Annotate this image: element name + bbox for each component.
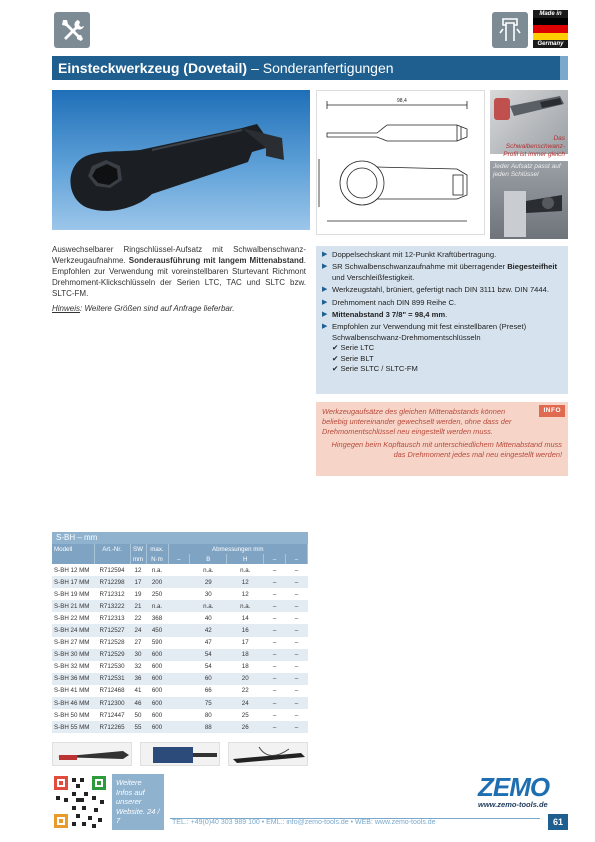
table-cell: R713222	[94, 600, 130, 612]
table-cell: R712531	[94, 673, 130, 685]
table-cell: R712529	[94, 649, 130, 661]
feature-item	[322, 322, 562, 374]
col-header-sw: SW	[130, 544, 146, 554]
bullet-arrow-icon: ▶	[322, 298, 328, 306]
bullet-arrow-icon: ▶	[322, 251, 328, 258]
table-cell: –	[286, 637, 308, 649]
table-cell: S-BH 46 MM	[52, 697, 94, 709]
table-cell: –	[264, 600, 286, 612]
feature-text: Doppelsechskant mit 12-Punkt Kraftübertragung.	[332, 250, 497, 259]
table-cell: –	[264, 697, 286, 709]
table-cell: 36	[130, 673, 146, 685]
col-header-model: Modell	[52, 544, 94, 554]
table-cell: n.a.	[227, 564, 264, 576]
german-flag-icon	[533, 18, 568, 40]
col-subheader: H	[227, 554, 264, 564]
product-photo	[52, 90, 310, 230]
table-cell: –	[264, 637, 286, 649]
bullet-arrow-icon: ▶	[322, 263, 328, 271]
table-cell: 46	[130, 697, 146, 709]
table-cell	[168, 661, 190, 673]
feature-sub-item: ✔ Serie SLTC / SLTC-FM	[332, 364, 418, 374]
info-paragraph-1: Werkzeugaufsätze des gleichen Mittenabstands können beliebig untereinander gewechselt werden, ohne dass der Drehmomentschlüssel neu eingestellt werden muss.	[322, 407, 512, 436]
table-cell: R712530	[94, 661, 130, 673]
table-cell: S-BH 22 MM	[52, 612, 94, 624]
table-cell: R712298	[94, 576, 130, 588]
table-cell: 47	[190, 637, 227, 649]
table-cell	[168, 600, 190, 612]
table-row	[52, 709, 308, 721]
bullet-arrow-icon: ▶	[322, 286, 328, 294]
feature-item	[322, 310, 562, 320]
col-subheader	[94, 554, 130, 564]
col-subheader: N·m	[146, 554, 168, 564]
col-subheader: –	[264, 554, 286, 564]
feature-text-main: Empfohlen zur Verwendung mit fest einstellbaren (Preset) Schwalbenschwanz-Drehmomentschlüsseln	[332, 322, 527, 342]
feature-text: Werkzeugstahl, brüniert, gefertigt nach DIN 3111 bzw. DIN 7444.	[332, 285, 549, 295]
table-row	[52, 661, 308, 673]
bullet-arrow-icon: ▶	[322, 323, 328, 331]
table-cell	[168, 612, 190, 624]
germany-label: Germany	[537, 41, 564, 47]
qr-code-icon[interactable]	[52, 774, 108, 830]
table-cell	[168, 588, 190, 600]
table-row	[52, 673, 308, 685]
col-subheader: B	[190, 554, 227, 564]
logo-url: www.zemo-tools.de	[478, 800, 548, 809]
table-cell: 14	[227, 612, 264, 624]
table-cell: S-BH 12 MM	[52, 564, 94, 576]
table-cell: 24	[130, 624, 146, 636]
table-cell: –	[286, 649, 308, 661]
table-cell	[168, 564, 190, 576]
table-cell: S-BH 30 MM	[52, 649, 94, 661]
table-row	[52, 564, 308, 576]
table-cell: 54	[190, 649, 227, 661]
table-cell: 32	[130, 661, 146, 673]
table-cell: 600	[146, 661, 168, 673]
table-cell: –	[286, 624, 308, 636]
product-table	[52, 544, 308, 733]
table-cell: S-BH 21 MM	[52, 600, 94, 612]
table-cell: –	[286, 721, 308, 733]
table-cell: 21	[130, 600, 146, 612]
table-title: S-BH – mm	[52, 532, 308, 544]
table-cell: S-BH 17 MM	[52, 576, 94, 588]
col-header-max: max.	[146, 544, 168, 554]
table-cell: 600	[146, 685, 168, 697]
table-cell: –	[264, 661, 286, 673]
table-cell: 30	[190, 588, 227, 600]
table-cell: –	[286, 709, 308, 721]
info-box	[316, 402, 568, 476]
table-cell: 80	[190, 709, 227, 721]
table-cell	[168, 673, 190, 685]
table-cell: 30	[130, 649, 146, 661]
table-cell: –	[264, 649, 286, 661]
footer-contact: TEL.: +49(0)40 303 989 100 • EML.: info@zemo-tools.de • WEB: www.zemo-tools.de	[172, 819, 436, 826]
table-cell	[168, 685, 190, 697]
desc-bold: Sonderausführung mit langem Mittenabstand	[128, 256, 304, 265]
side-caption-1: Das Schwalbenschwanz-Profil ist immer gleich	[503, 135, 565, 158]
info-paragraph-2: Hingegen beim Kopftausch mit unterschiedlichem Mittenabstand muss das Drehmoment jedes mal neu eingestellt werden!	[331, 440, 562, 459]
table-cell	[168, 721, 190, 733]
feature-list	[316, 246, 568, 394]
table-cell: 600	[146, 709, 168, 721]
info-badge: INFO	[539, 405, 565, 417]
table-cell: 75	[190, 697, 227, 709]
table-cell: 40	[190, 612, 227, 624]
table-cell: 60	[190, 673, 227, 685]
table-cell	[168, 637, 190, 649]
table-cell: 12	[227, 588, 264, 600]
table-cell: –	[264, 588, 286, 600]
table-cell: R712313	[94, 612, 130, 624]
desc-text-a: Auswechselbarer Ringschlüssel-Aufsatz mit Schwalbenschwanz-Werkzeugaufnahme.	[52, 245, 306, 265]
side-photo-wrench	[490, 161, 568, 239]
table-row	[52, 624, 308, 636]
table-cell: S-BH 32 MM	[52, 661, 94, 673]
table-cell: 25	[227, 709, 264, 721]
table-cell: S-BH 19 MM	[52, 588, 94, 600]
table-cell: –	[286, 685, 308, 697]
feature-bold: Mittenabstand 3 7/8" = 98,4 mm	[332, 310, 446, 320]
table-cell: R712312	[94, 588, 130, 600]
col-subheader: mm	[130, 554, 146, 564]
table-cell: R712300	[94, 697, 130, 709]
table-cell: –	[264, 673, 286, 685]
table-cell: S-BH 55 MM	[52, 721, 94, 733]
table-cell: –	[264, 721, 286, 733]
table-cell: 42	[190, 624, 227, 636]
table-cell: 19	[130, 588, 146, 600]
description-note	[52, 303, 306, 314]
page-number: 61	[548, 814, 568, 830]
table-cell	[168, 649, 190, 661]
table-cell: n.a.	[227, 600, 264, 612]
table-cell: S-BH 27 MM	[52, 637, 94, 649]
note-label: Hinweis	[52, 304, 81, 313]
feature-sub-item: ✔ Serie BLT	[332, 353, 374, 363]
table-cell: 17	[227, 637, 264, 649]
feature-item	[322, 298, 562, 308]
table-cell: R712265	[94, 721, 130, 733]
table-cell: 22	[227, 685, 264, 697]
table-cell: –	[286, 576, 308, 588]
table-cell: –	[286, 697, 308, 709]
table-cell: 12	[227, 576, 264, 588]
table-row	[52, 637, 308, 649]
table-row	[52, 576, 308, 588]
table-cell: 24	[227, 697, 264, 709]
table-cell: 54	[190, 661, 227, 673]
table-cell: 600	[146, 697, 168, 709]
table-cell: 27	[130, 637, 146, 649]
feature-text-b: und Verschleißfestigkeit.	[332, 272, 415, 282]
table-cell	[168, 709, 190, 721]
table-cell: 200	[146, 576, 168, 588]
table-cell: 55	[130, 721, 146, 733]
feature-item	[322, 262, 562, 283]
made-in-label: Made in	[539, 11, 562, 17]
table-cell: –	[286, 673, 308, 685]
feature-item	[322, 285, 562, 295]
table-cell: 16	[227, 624, 264, 636]
made-in-germany-badge	[533, 10, 568, 48]
table-cell: 29	[190, 576, 227, 588]
technical-drawing	[316, 90, 485, 235]
table-cell: –	[286, 612, 308, 624]
col-subheader: –	[168, 554, 190, 564]
table-cell: n.a.	[190, 564, 227, 576]
table-cell: R712447	[94, 709, 130, 721]
tool-image-1	[52, 742, 132, 766]
table-cell: –	[286, 600, 308, 612]
col-subheader: –	[286, 554, 308, 564]
table-cell: –	[264, 564, 286, 576]
table-cell: 600	[146, 673, 168, 685]
table-row	[52, 588, 308, 600]
feature-sub-item: ✔ Serie LTC	[332, 343, 375, 353]
table-cell: –	[264, 624, 286, 636]
table-cell: 368	[146, 612, 168, 624]
table-cell: 22	[130, 612, 146, 624]
qr-caption: Weitere Infos auf unserer Website. 24 / 7	[112, 774, 164, 830]
page-title	[52, 56, 568, 80]
table-cell: 18	[227, 661, 264, 673]
table-cell: R712527	[94, 624, 130, 636]
desc-text-b: . Empfohlen zur Verwendung mit voreinstellbaren Sturtevant Richmont Drehmoment-Klickschlüsseln der Serien LTC, TAC und SLTC bzw. SLTC-FM.	[52, 256, 306, 298]
table-cell: S-BH 24 MM	[52, 624, 94, 636]
table-cell: –	[286, 564, 308, 576]
side-caption-2: Jeder Aufsatz passt auf jeden Schlüssel	[493, 163, 561, 178]
table-cell: –	[264, 576, 286, 588]
table-cell: 50	[130, 709, 146, 721]
feature-text-b: .	[445, 310, 448, 320]
table-cell: 450	[146, 624, 168, 636]
table-cell: 88	[190, 721, 227, 733]
description-paragraph	[52, 244, 306, 299]
table-cell: 66	[190, 685, 227, 697]
side-photo-profile	[490, 90, 568, 158]
bullet-arrow-icon: ▶	[322, 311, 328, 319]
product-description	[52, 244, 306, 318]
tool-image-2	[140, 742, 220, 766]
table-cell	[168, 624, 190, 636]
table-row	[52, 600, 308, 612]
tool-outline-icon	[492, 12, 528, 48]
table-cell: 590	[146, 637, 168, 649]
table-cell	[168, 576, 190, 588]
table-cell: S-BH 41 MM	[52, 685, 94, 697]
table-cell: –	[264, 685, 286, 697]
table-cell: 600	[146, 649, 168, 661]
table-row	[52, 697, 308, 709]
drawing-dimension: 98,4	[397, 98, 407, 104]
table-row	[52, 685, 308, 697]
feature-text	[332, 310, 447, 320]
table-cell: n.a.	[146, 564, 168, 576]
table-row	[52, 649, 308, 661]
zemo-logo	[478, 774, 568, 808]
table-cell: 18	[227, 649, 264, 661]
table-row	[52, 721, 308, 733]
feature-item	[322, 250, 562, 260]
wrench-screwdriver-icon	[54, 12, 90, 48]
table-cell: 12	[130, 564, 146, 576]
table-cell	[168, 697, 190, 709]
table-cell: 41	[130, 685, 146, 697]
col-header-dimensions: Abmessungen mm	[168, 544, 308, 554]
table-cell: –	[286, 661, 308, 673]
feature-bold: Biegesteifheit	[507, 262, 557, 272]
table-cell: 26	[227, 721, 264, 733]
table-cell: 250	[146, 588, 168, 600]
note-text: : Weitere Größen sind auf Anfrage lieferbar.	[80, 304, 235, 313]
table-cell: R712594	[94, 564, 130, 576]
table-cell: S-BH 50 MM	[52, 709, 94, 721]
feature-text-a: SR Schwalbenschwanzaufnahme mit überragender	[332, 262, 508, 272]
table-row	[52, 612, 308, 624]
logo-text: ZEMO	[478, 772, 550, 802]
table-cell: –	[264, 709, 286, 721]
title-bold: Einsteckwerkzeug (Dovetail)	[58, 60, 248, 76]
table-cell: 20	[227, 673, 264, 685]
table-cell: n.a.	[190, 600, 227, 612]
table-cell: n.a.	[146, 600, 168, 612]
ring-spanner-head-icon	[52, 90, 310, 230]
table-cell: 17	[130, 576, 146, 588]
col-subheader	[52, 554, 94, 564]
table-cell: –	[286, 588, 308, 600]
tool-image-3	[228, 742, 308, 766]
table-cell: –	[264, 612, 286, 624]
table-cell: R712528	[94, 637, 130, 649]
table-cell: R712468	[94, 685, 130, 697]
feature-text	[332, 322, 562, 374]
title-rest: – Sonderanfertigungen	[251, 60, 394, 76]
col-header-artnr: Art.-Nr.	[94, 544, 130, 554]
table-cell: 600	[146, 721, 168, 733]
feature-text	[332, 262, 562, 283]
feature-text: Drehmoment nach DIN 899 Reihe C.	[332, 297, 457, 307]
table-cell: S-BH 36 MM	[52, 673, 94, 685]
